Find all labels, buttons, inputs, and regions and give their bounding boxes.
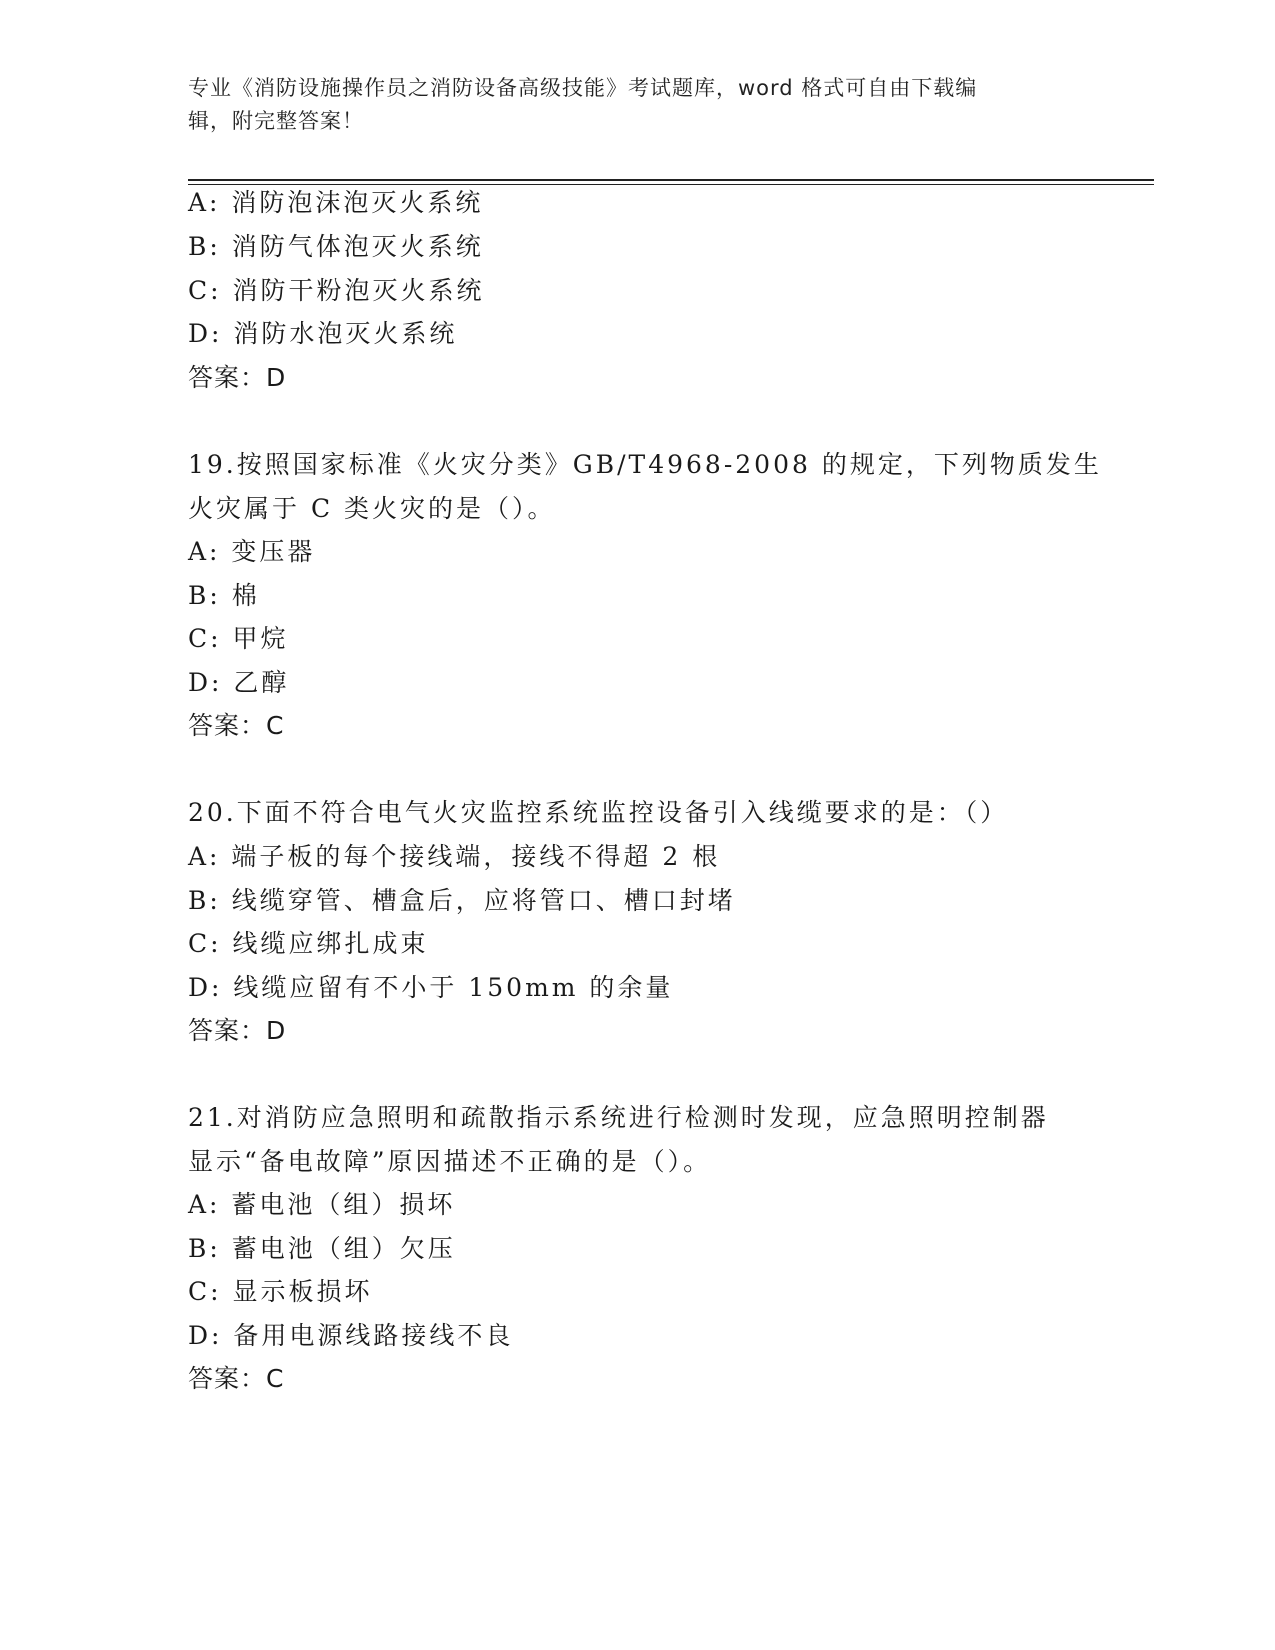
q21-answer: 答案：C — [188, 1364, 285, 1393]
header-divider-thin — [188, 184, 1154, 185]
q21-option-b: B: 蓄电池（组）欠压 — [188, 1234, 456, 1263]
q21-stem-line-1: 21.对消防应急照明和疏散指示系统进行检测时发现，应急照明控制器 — [188, 1103, 1049, 1132]
q19-stem-line-2: 火灾属于 C 类火灾的是（）。 — [188, 494, 556, 523]
header-divider-thick — [188, 179, 1154, 181]
header-line-1: 专业《消防设施操作员之消防设备高级技能》考试题库，word 格式可自由下载编 — [188, 76, 978, 100]
q19-option-a: A: 变压器 — [188, 537, 316, 566]
q19-stem-line-1: 19.按照国家标准《火灾分类》GB/T4968-2008 的规定，下列物质发生 — [188, 450, 1102, 479]
q20-option-a: A: 端子板的每个接线端，接线不得超 2 根 — [188, 842, 721, 871]
q20-answer: 答案：D — [188, 1016, 287, 1045]
q21-option-c: C: 显示板损坏 — [188, 1277, 373, 1306]
q18-answer: 答案：D — [188, 363, 287, 392]
q21-stem-line-2: 显示“备电故障”原因描述不正确的是（）。 — [188, 1147, 712, 1176]
q20-stem-line-1: 20.下面不符合电气火灾监控系统监控设备引入线缆要求的是：（） — [188, 798, 1009, 827]
q20-option-b: B: 线缆穿管、槽盒后，应将管口、槽口封堵 — [188, 886, 736, 915]
q19-option-b: B: 棉 — [188, 581, 260, 610]
q21-option-d: D: 备用电源线路接线不良 — [188, 1321, 514, 1350]
q19-option-d: D: 乙醇 — [188, 668, 290, 697]
q18-option-c: C: 消防干粉泡灭火系统 — [188, 276, 485, 305]
q20-option-d: D: 线缆应留有不小于 150mm 的余量 — [188, 973, 674, 1002]
q18-option-d: D: 消防水泡灭火系统 — [188, 319, 458, 348]
q18-option-b: B: 消防气体泡灭火系统 — [188, 232, 484, 261]
q20-option-c: C: 线缆应绑扎成束 — [188, 929, 429, 958]
q19-answer: 答案：C — [188, 711, 285, 740]
header-line-2: 辑，附完整答案！ — [188, 109, 364, 133]
q18-option-a: A: 消防泡沫泡灭火系统 — [188, 188, 484, 217]
q21-option-a: A: 蓄电池（组）损坏 — [188, 1190, 456, 1219]
q19-option-c: C: 甲烷 — [188, 624, 289, 653]
document-header — [188, 72, 1068, 138]
